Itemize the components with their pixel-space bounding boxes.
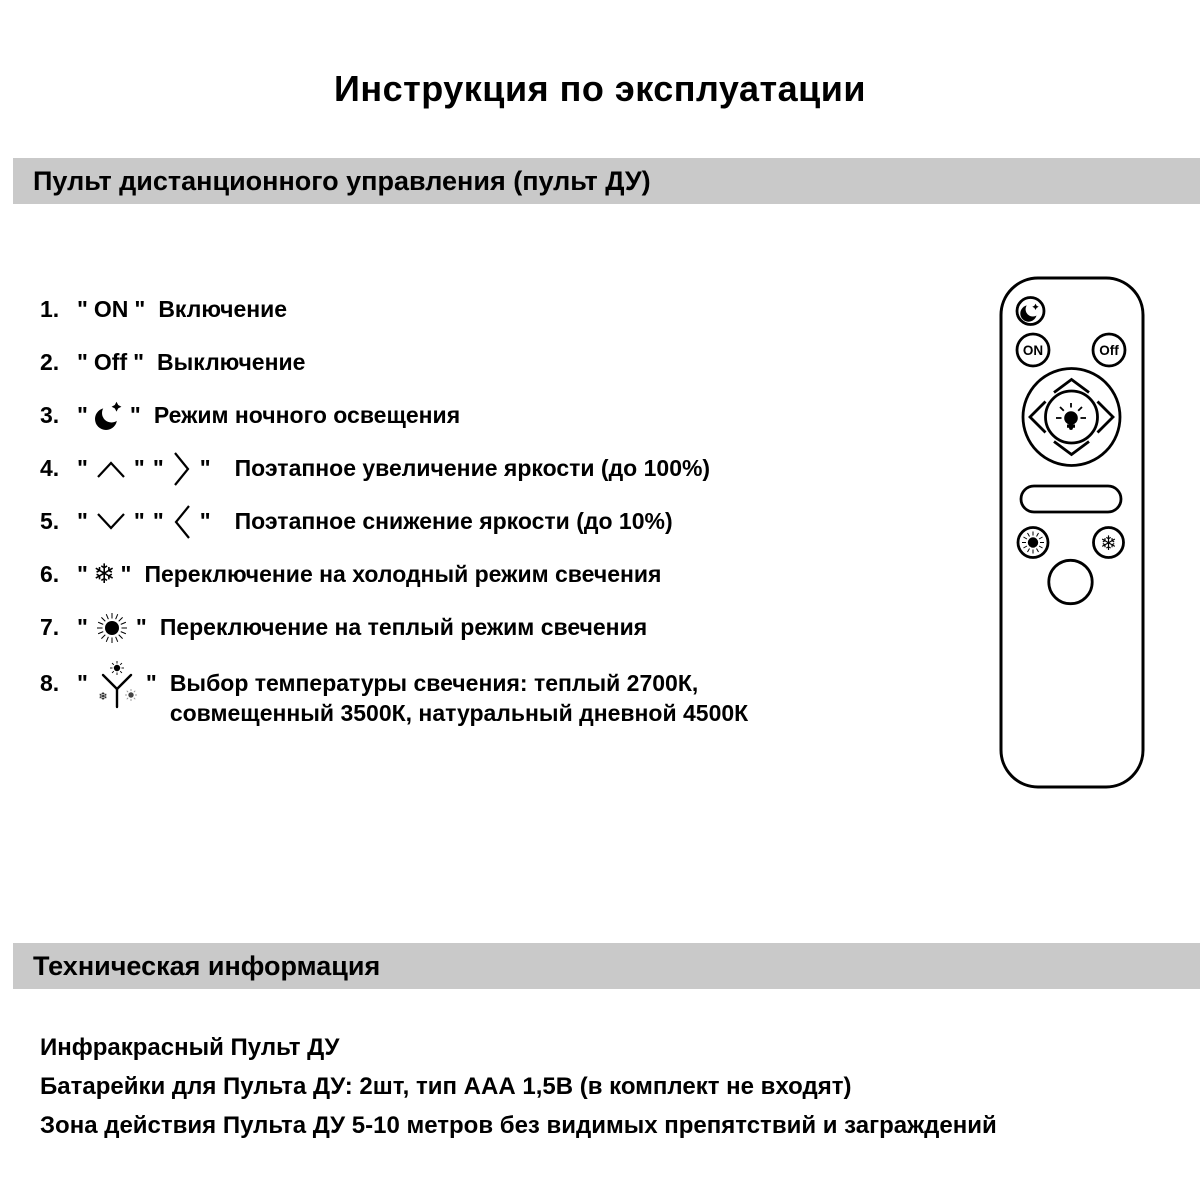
tech-info-line-1: Инфракрасный Пульт ДУ	[40, 1033, 340, 1061]
item-label: Включение	[158, 296, 288, 322]
instruction-item-6	[40, 548, 960, 601]
cold-mode-button	[1094, 528, 1124, 558]
section-header-remote-label: Пульт дистанционного управления (пульт ДУ)	[33, 165, 651, 196]
item-label-line-2: совмещенный 3500К, натуральный дневной 4500К	[169, 700, 749, 726]
quote-mark: "	[145, 670, 157, 696]
instruction-item-7	[40, 601, 960, 654]
instruction-item-1	[40, 283, 960, 336]
quote-mark: "	[77, 296, 88, 322]
section-header-tech-label: Техническая информация	[33, 950, 381, 981]
item-label: Режим ночного освещения	[153, 402, 461, 428]
bottom-round-button	[1049, 560, 1092, 603]
item-number: 6.	[40, 561, 60, 587]
item-label: Поэтапное снижение яркости (до 10%)	[234, 508, 673, 534]
item-label: Переключение на теплый режим свечения	[159, 614, 648, 640]
instruction-item-3	[40, 389, 960, 442]
section-header-remote	[13, 158, 1200, 204]
item-label-line-1: Выбор температуры свечения: теплый 2700К,	[169, 670, 699, 696]
quote-mark: "	[133, 455, 145, 481]
instruction-item-5	[40, 495, 960, 548]
quote-mark: "	[77, 614, 88, 640]
on-button-label: ON	[1022, 343, 1044, 358]
section-header-tech	[13, 943, 1200, 989]
item-number: 7.	[40, 614, 60, 640]
sun-icon	[94, 610, 130, 646]
instruction-item-2	[40, 336, 960, 389]
instruction-item-4	[40, 442, 960, 495]
quote-mark: "	[77, 402, 88, 428]
quote-mark: "	[135, 614, 147, 640]
tech-info-line-2: Батарейки для Пульта ДУ: 2шт, тип ААА 1,5В (в комплект не входят)	[40, 1072, 852, 1100]
item-label: Переключение на холодный режим свечения	[144, 561, 662, 587]
quote-mark: "	[199, 455, 211, 481]
item-number: 3.	[40, 402, 60, 428]
off-button	[1093, 334, 1125, 366]
warm-mode-button	[1018, 528, 1048, 558]
item-number: 5.	[40, 508, 60, 534]
quote-mark: "	[152, 455, 164, 481]
quote-mark: "	[152, 508, 164, 534]
item-number: 4.	[40, 455, 60, 481]
quote-mark: "	[77, 508, 88, 534]
snowflake-icon: ❄	[1100, 533, 1117, 555]
moon-star-icon	[94, 399, 124, 433]
instruction-item-8	[40, 654, 960, 728]
quote-mark: "	[77, 349, 88, 375]
quote-mark: "	[77, 455, 88, 481]
instruction-list	[40, 283, 960, 728]
night-mode-button	[1017, 298, 1044, 325]
on-keyword: ON	[93, 296, 129, 322]
chevron-right-icon	[170, 448, 194, 490]
preset-pill-button	[1021, 486, 1121, 512]
brightness-dpad	[1023, 369, 1120, 466]
quote-mark: "	[199, 508, 211, 534]
off-button-label: Off	[1099, 343, 1119, 358]
quote-mark: "	[129, 402, 141, 428]
item-number: 8.	[40, 670, 60, 696]
remote-control-illustration	[999, 276, 1145, 795]
quote-mark: "	[134, 296, 146, 322]
item-number: 2.	[40, 349, 60, 375]
tech-info	[40, 1028, 997, 1145]
chevron-up-icon	[94, 458, 128, 480]
quote-mark: "	[120, 561, 132, 587]
quote-mark: "	[133, 349, 145, 375]
quote-mark: "	[77, 670, 88, 696]
off-keyword: Off	[93, 349, 128, 375]
item-number: 1.	[40, 296, 60, 322]
on-button	[1017, 334, 1049, 366]
quote-mark: "	[133, 508, 145, 534]
page-title: Инструкция по эксплуатации	[333, 68, 867, 109]
chevron-left-icon	[170, 501, 194, 543]
tech-info-line-3: Зона действия Пульта ДУ 5-10 метров без видимых препятствий и заграждений	[40, 1111, 997, 1139]
item-label: Выключение	[157, 349, 306, 375]
temperature-select-icon	[94, 660, 140, 710]
snowflake-icon: ❄	[92, 559, 116, 589]
svg-text:❄: ❄	[98, 691, 108, 703]
chevron-down-icon	[94, 511, 128, 533]
item-label-multiline	[170, 668, 748, 728]
item-label: Поэтапное увеличение яркости (до 100%)	[234, 455, 711, 481]
quote-mark: "	[77, 561, 88, 587]
